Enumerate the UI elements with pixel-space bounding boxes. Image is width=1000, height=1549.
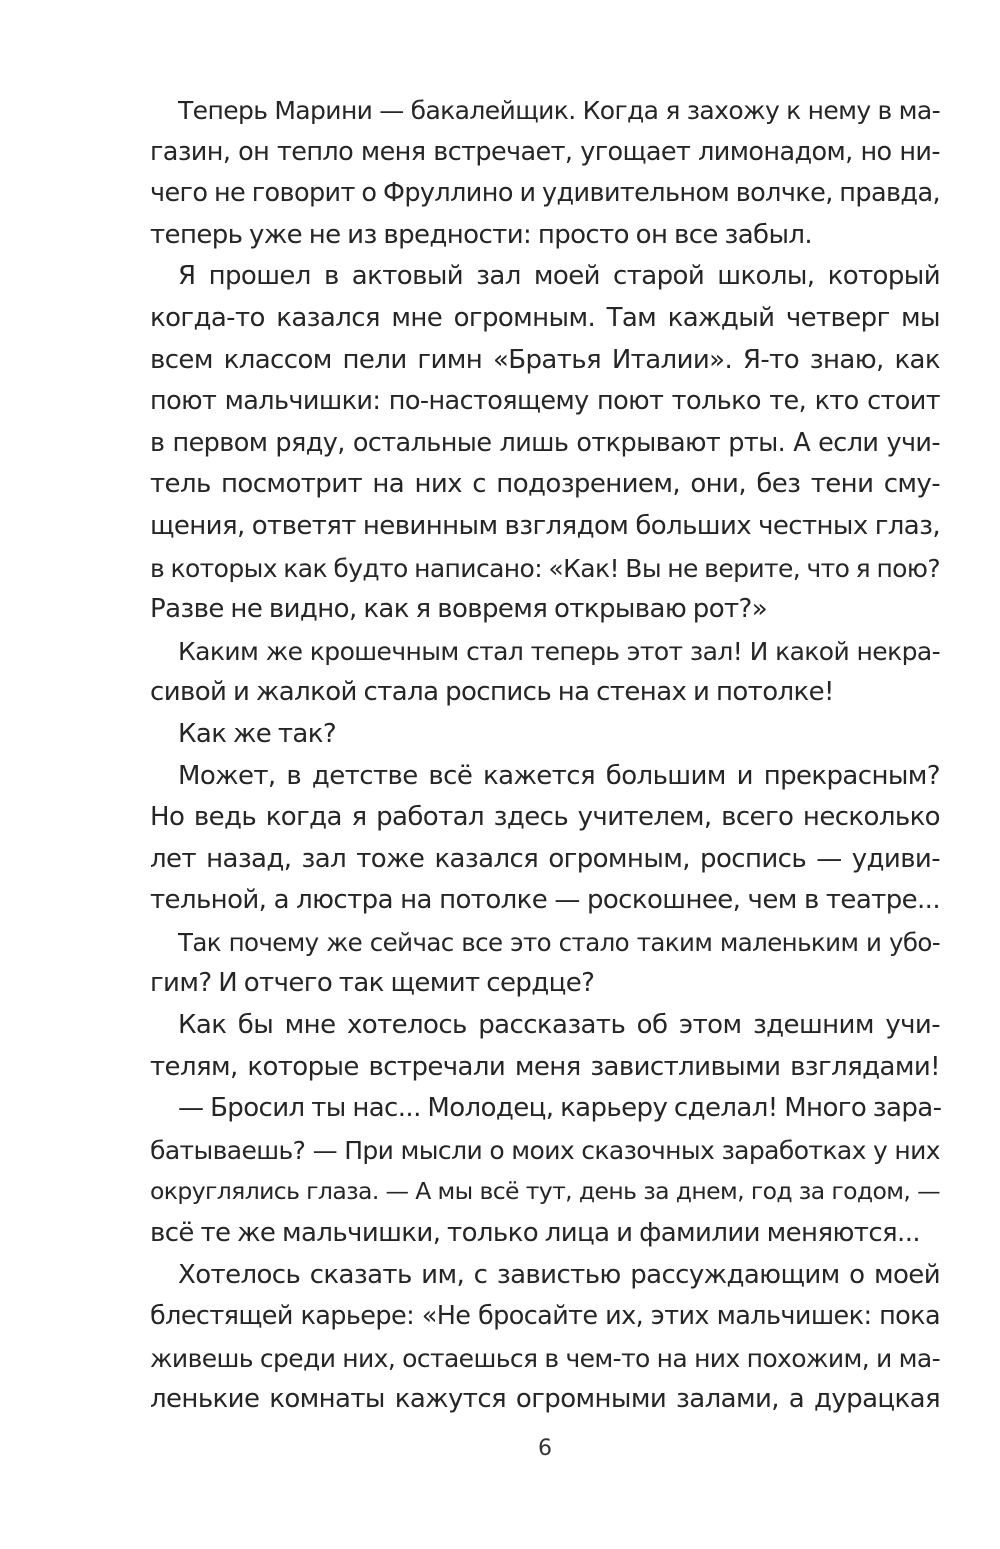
text-line: округлялись глаза. — А мы всё тут, день за днем, год за годом, — [150,1177,940,1206]
text-line: Как бы мне хотелось рассказать об этом здешним учи- [178,1010,940,1041]
text-line: газин, он тепло меня встречает, угощает лимонадом, но ни- [150,136,940,167]
text-line: Может, в детстве всё кажется большим и прекрасным? [178,760,940,791]
text-line: всё те же мальчишки, только лица и фамилии меняются... [150,1218,921,1249]
text-line: чего не говорит о Фруллино и удивительном волчке, правда, [150,178,940,209]
text-line: Разве не видно, как я вовремя открываю рот?» [150,594,768,625]
text-line: тельной, а люстра на потолке — роскошнее, чем в театре... [150,885,940,916]
page-number: 6 [538,1436,552,1461]
text-line: Но ведь когда я работал здесь учителем, всего несколько [150,802,940,833]
text-line: Хотелось сказать им, с завистью рассуждающим о моей [178,1259,940,1290]
text-line: живешь среди них, остаешься в чем-то на них похожим, и ма- [150,1343,940,1373]
text-line: блестящей карьере: «Не бросайте их, этих мальчишек: пока [150,1301,940,1332]
text-line: Теперь Марини — бакалейщик. Когда я захожу к нему в ма- [178,96,940,125]
text-line: телям, которые встречали меня завистливыми взглядами! [150,1051,940,1082]
text-line: лет назад, зал тоже казался огромным, роспись — удиви- [150,843,940,874]
text-line: всем классом пели гимн «Братья Италии». Я-то знаю, как [150,344,940,375]
page-body-text [150,90,940,1421]
text-line: тель посмотрит на них с подозрением, они, без тени сму- [150,469,940,500]
text-line: щения, ответят невинным взглядом больших честных глаз, [150,510,940,541]
text-line: — Бросил ты нас... Молодец, карьеру сделал! Много зара- [178,1093,942,1124]
text-line: теперь уже не из вредности: просто он все забыл. [150,219,813,250]
text-line: в первом ряду, остальные лишь открывают рты. А если учи- [150,427,940,458]
text-line: ленькие комнаты кажутся огромными залами, а дурацкая [150,1384,940,1415]
text-line: поют мальчишки: по-настоящему поют только те, кто стоит [150,386,940,417]
text-line: Каким же крошечным стал теперь этот зал! И какой некра- [178,636,940,666]
text-line: сивой и жалкой стала роспись на стенах и потолке! [150,677,834,708]
text-line: Как же так? [178,718,337,749]
text-line: Так почему же сейчас все это стало таким маленьким и убо- [178,927,940,957]
text-line: Я прошел в актовый зал моей старой школы, который [178,261,940,292]
text-line: в которых как будто написано: «Как! Вы не верите, что я пою? [150,553,940,583]
text-line: батываешь? — При мысли о моих сказочных заработках у них [150,1135,940,1165]
text-line: гим? И отчего так щемит сердце? [150,968,595,999]
text-line: когда-то казался мне огромным. Там каждый четверг мы [150,302,940,333]
